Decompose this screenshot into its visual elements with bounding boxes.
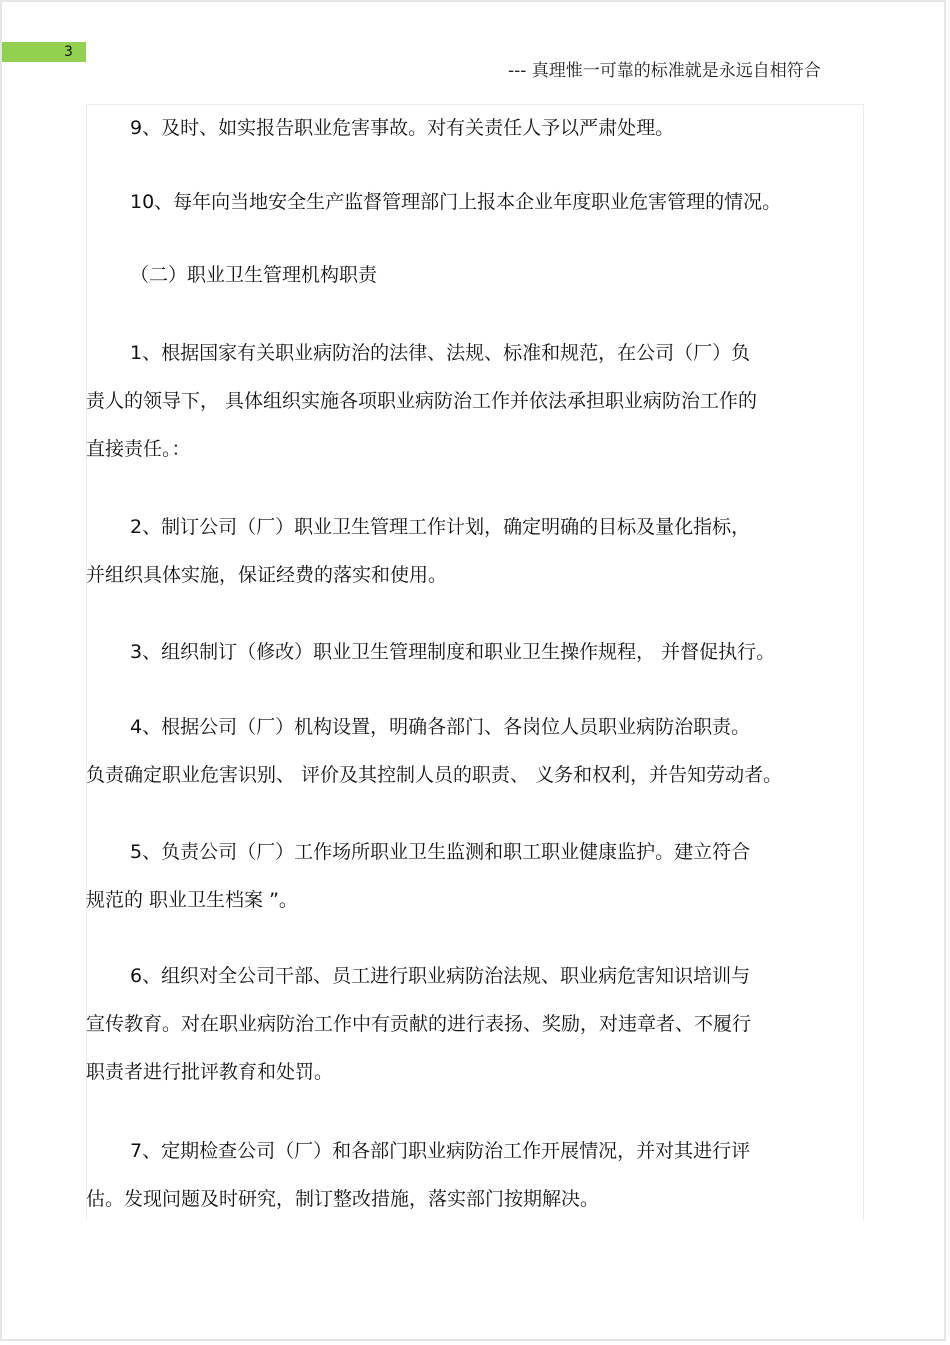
paragraph-item-3 — [86, 628, 856, 676]
paragraph-item-6 — [86, 952, 856, 1096]
section-heading — [86, 251, 856, 299]
paragraph-item-4 — [86, 703, 856, 799]
paragraph-line: 直接责任。： — [86, 438, 191, 460]
header-motto: --- 真理惟一可靠的标准就是永远自相符合 — [508, 61, 821, 81]
paragraph-item-2 — [86, 503, 856, 599]
paragraph-item-5 — [86, 828, 856, 924]
paragraph-line: 责人的领导下， 具体组织实施各项职业病防治工作并依法承担职业病防治工作的 — [86, 390, 758, 412]
paragraph-line: 职责者进行批评教育和处罚。 — [86, 1061, 334, 1083]
paragraph-line: 4、根据公司（厂）机构设置，明确各部门、各岗位人员职业病防治职责。 — [130, 716, 751, 738]
paragraph-line: 3、组织制订（修改）职业卫生管理制度和职业卫生操作规程， 并督促执行。 — [130, 641, 776, 663]
paragraph-line: 10、每年向当地安全生产监督管理部门上报本企业年度职业危害管理的情况。 — [130, 191, 782, 213]
paragraph-line: 2、制订公司（厂）职业卫生管理工作计划，确定明确的目标及量化指标， — [130, 516, 751, 538]
paragraph-item-7 — [86, 1127, 856, 1223]
paragraph-line: 负责确定职业危害识别、 评价及其控制人员的职责、 义务和权利，并告知劳动者。 — [86, 764, 783, 786]
paragraph-item-10 — [86, 178, 856, 226]
page-number: 3 — [64, 44, 73, 60]
paragraph-line: 估。发现问题及时研究，制订整改措施，落实部门按期解决。 — [86, 1188, 600, 1210]
paragraph-item-1 — [86, 329, 856, 473]
paragraph-line: 并组织具体实施，保证经费的落实和使用。 — [86, 564, 448, 586]
paragraph-line: 7、定期检查公司（厂）和各部门职业病防治工作开展情况，并对其进行评 — [130, 1140, 751, 1162]
paragraph-line: 规范的 职业卫生档案 ”。 — [86, 889, 298, 911]
paragraph-line: 9、及时、如实报告职业危害事故。对有关责任人予以严肃处理。 — [130, 117, 675, 139]
paragraph-line: 5、负责公司（厂）工作场所职业卫生监测和职工职业健康监护。建立符合 — [130, 841, 751, 863]
paragraph-line: 6、组织对全公司干部、员工进行职业病防治法规、职业病危害知识培训与 — [130, 965, 751, 987]
paragraph-line: 1、根据国家有关职业病防治的法律、法规、标准和规范，在公司（厂）负 — [130, 342, 751, 364]
paragraph-line: （二）职业卫生管理机构职责 — [130, 264, 378, 286]
paragraph-line: 宣传教育。对在职业病防治工作中有贡献的进行表扬、奖励，对违章者、不履行 — [86, 1013, 752, 1035]
paragraph-item-9 — [86, 104, 856, 152]
